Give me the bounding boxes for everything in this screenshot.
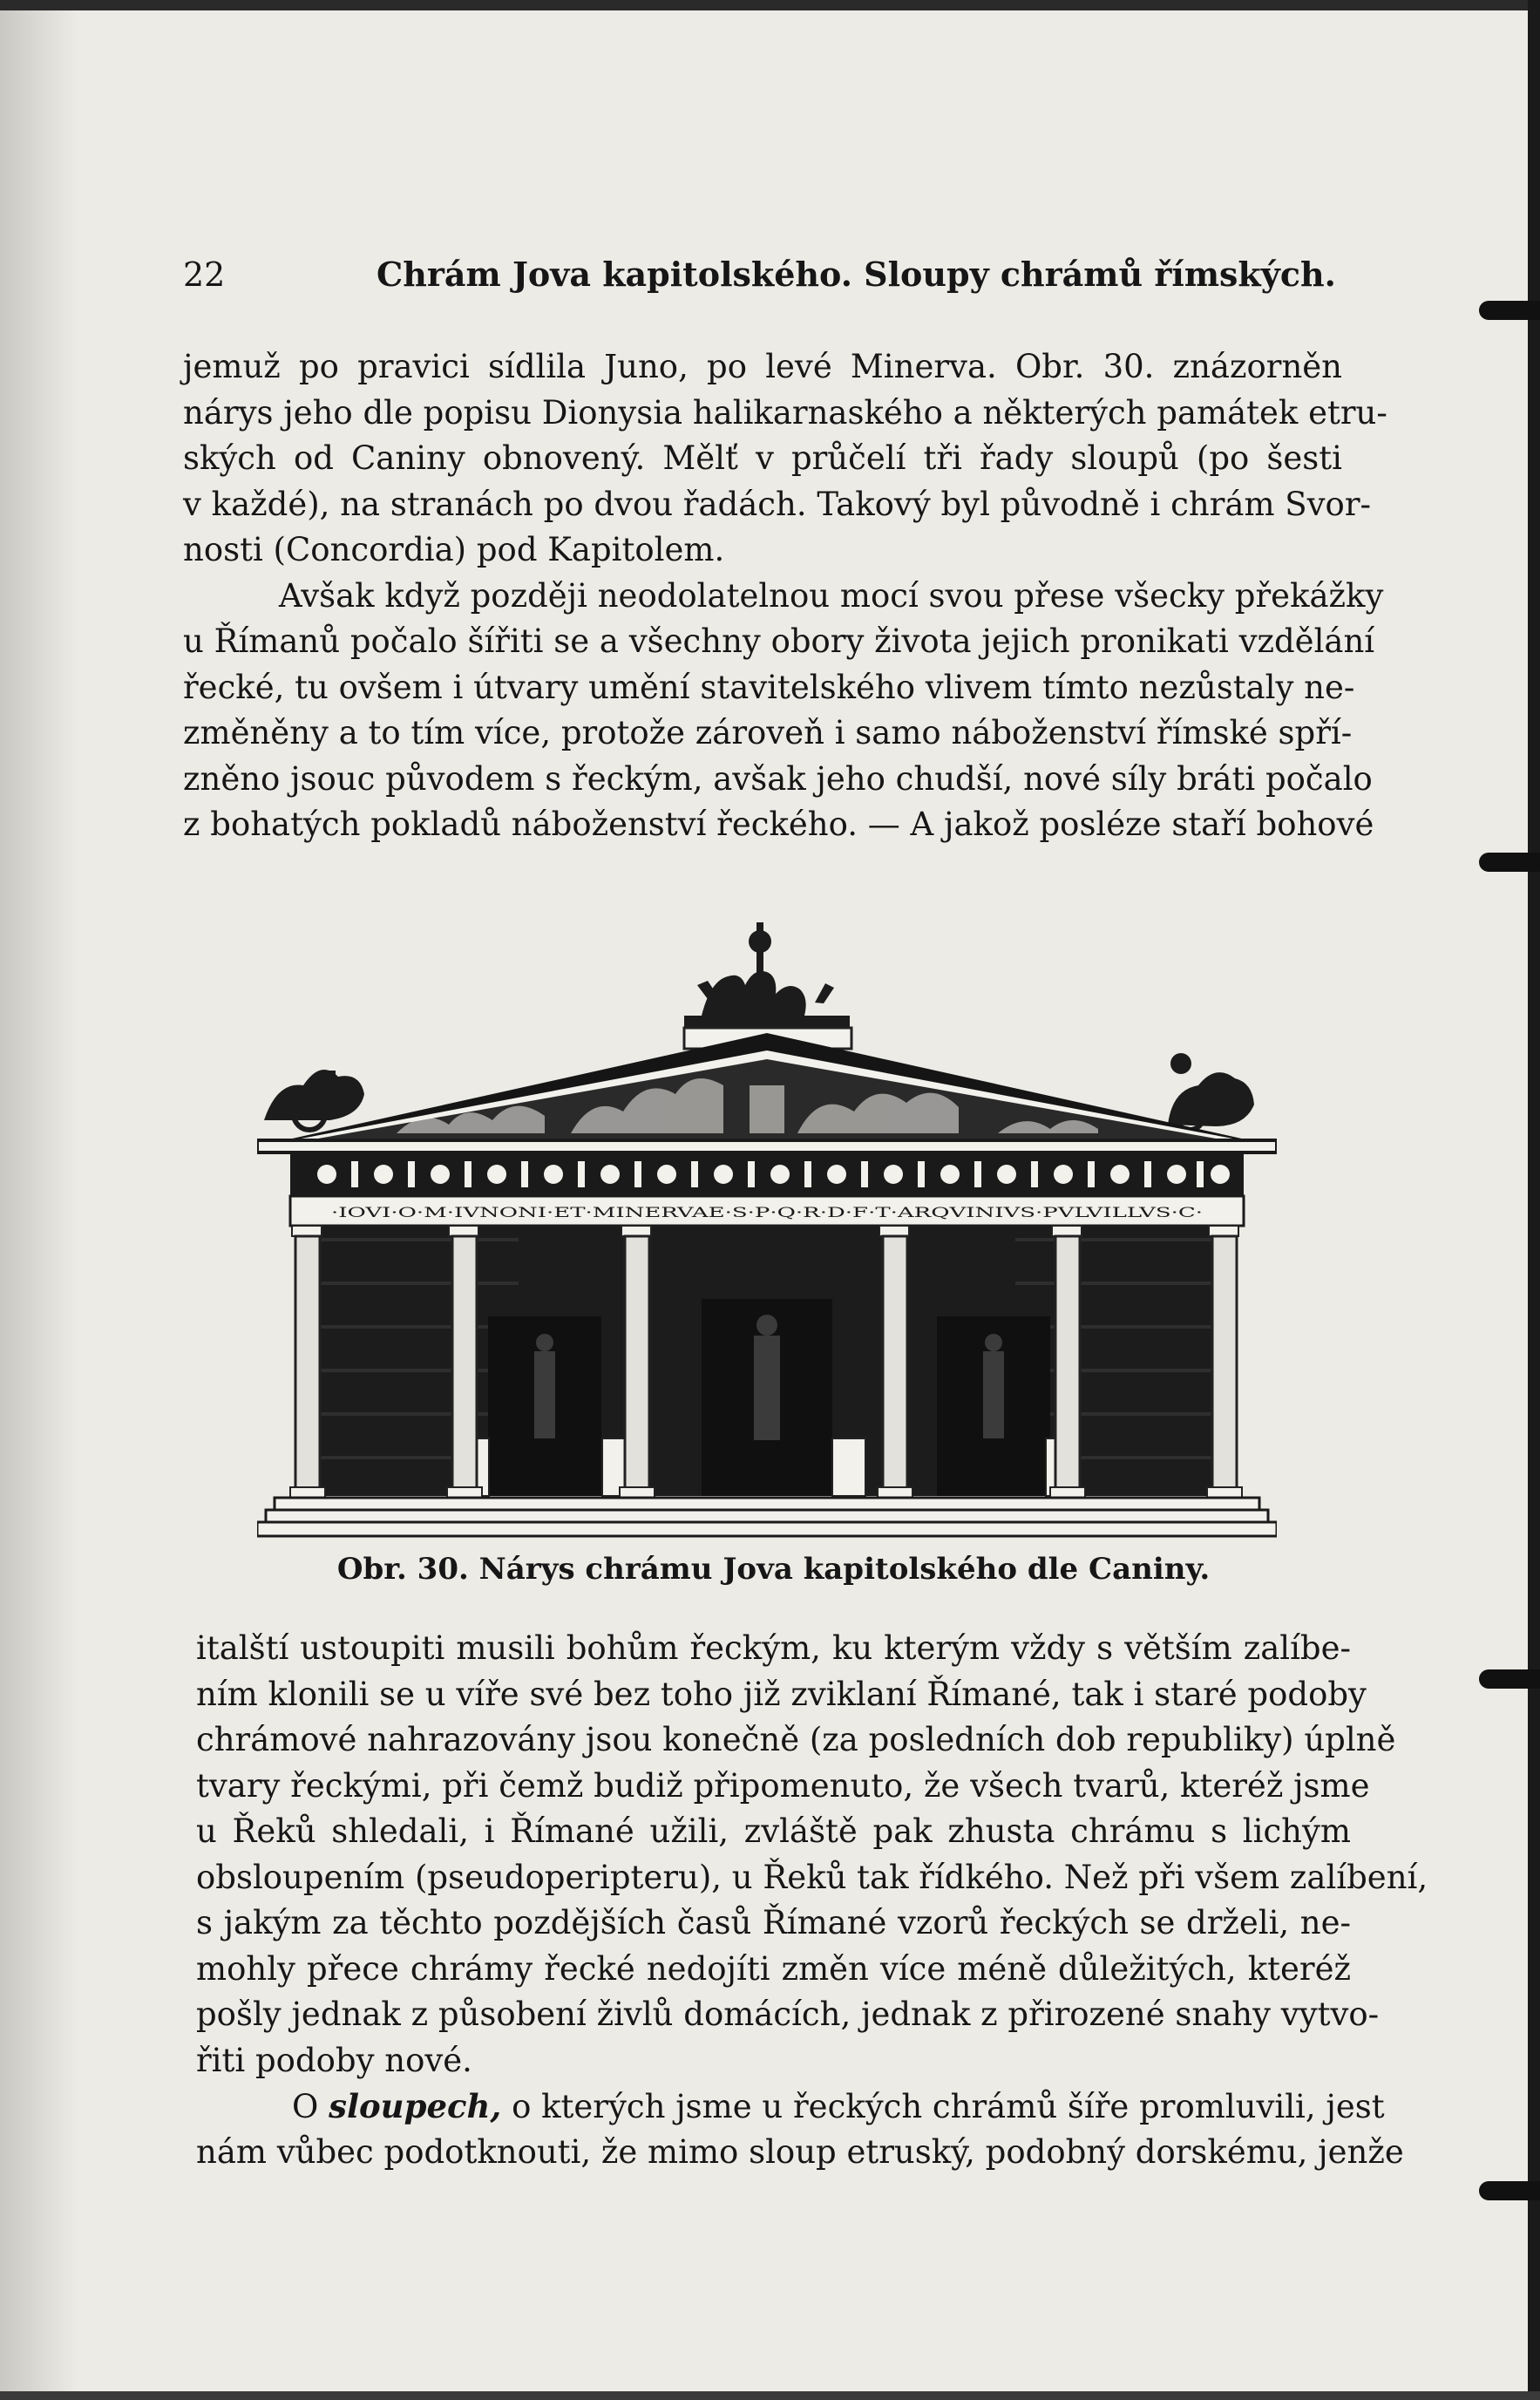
text-line bbox=[196, 2084, 1385, 2130]
text-line: ním klonili se u víře své bez toho již zviklaní Římané, tak i staré podoby bbox=[196, 1675, 1367, 1713]
scan-border-top bbox=[0, 0, 1540, 10]
page-edge-tab bbox=[1479, 301, 1540, 320]
text-line: pošly jednak z působení živlů domácích, jednak z přirozené snahy vytvo- bbox=[196, 1995, 1380, 2033]
text-line: obsloupením (pseudoperipteru), u Řeků tak řídkého. Než při všem zalíbení, bbox=[196, 1858, 1428, 1896]
stylobate-steps bbox=[257, 1498, 1277, 1536]
text-line: nosti (Concordia) pod Kapitolem. bbox=[183, 531, 725, 568]
text-line: řecké, tu ovšem i útvary umění stavitelského vlivem tímto nezůstaly ne- bbox=[183, 668, 1355, 706]
running-head bbox=[183, 253, 1342, 296]
page-number: 22 bbox=[183, 255, 226, 294]
text-line: nárys jeho dle popisu Dionysia halikarnaského a některých památek etru- bbox=[183, 393, 1387, 432]
page-edge-tab bbox=[1479, 1669, 1540, 1689]
text-line: z bohatých pokladů náboženství řeckého. — A jakož posléze staří bohové bbox=[183, 806, 1374, 843]
figure-caption: Obr. 30. Nárys chrámu Jova kapitolského dle Caniny. bbox=[336, 1552, 1211, 1587]
column bbox=[1207, 1226, 1242, 1498]
text-line: řiti podoby nové. bbox=[196, 2041, 472, 2079]
text-line: Avšak když později neodolatelnou mocí svou přese všecky překážky bbox=[279, 576, 1384, 615]
cornice-band bbox=[257, 1140, 1277, 1152]
text-line: jemuž po pravici sídlila Juno, po levé Minerva. Obr. 30. znázorněn bbox=[183, 348, 1342, 385]
emphasized-term: sloupech, bbox=[329, 2087, 502, 2125]
text-line: u Řeků shledali, i Římané užili, zvláště pak zhusta chrámu s lichým bbox=[196, 1812, 1351, 1850]
text-line: chrámové nahrazovány jsou konečně (za posledních dob republiky) úplně bbox=[196, 1721, 1396, 1758]
quadriga-sculpture bbox=[684, 922, 850, 1028]
text-line: u Římanů počalo šířiti se a všechny obory života jejich pronikati vzdělání bbox=[183, 622, 1375, 660]
text-line: tvary řeckými, při čemž budiž připomenuto, že všech tvarů, kteréž jsme bbox=[196, 1766, 1370, 1805]
text-fragment: o kterých jsme u řeckých chrámů šíře promluvili, jest bbox=[501, 2088, 1385, 2125]
text-line: mohly přece chrámy řecké nedojíti změn více méně důležitých, kteréž bbox=[196, 1949, 1351, 1988]
text-fragment: O bbox=[292, 2088, 329, 2125]
header-title: Chrám Jova kapitolského. Sloupy chrámů římských. bbox=[377, 255, 1336, 294]
scan-border-bottom bbox=[0, 2391, 1540, 2400]
text-line: nám vůbec podotknouti, že mimo sloup etruský, podobný dorskému, jenže bbox=[196, 2132, 1404, 2171]
text-line: zněno jsouc původem s řeckým, avšak jeho chudší, nové síly bráti počalo bbox=[183, 759, 1373, 798]
page-edge-tab bbox=[1479, 2181, 1540, 2200]
body-text-bottom bbox=[196, 1626, 1428, 2175]
text-line: ských od Caniny obnovený. Mělť v průčelí tři řady sloupů (po šesti bbox=[183, 439, 1342, 477]
text-line: italští ustoupiti musili bohům řeckým, ku kterým vždy s větším zalíbe- bbox=[196, 1629, 1351, 1667]
temple-illustration bbox=[257, 915, 1277, 1543]
text-line: změněny a to tím více, protože zároveň i samo náboženství římské spří- bbox=[183, 714, 1353, 751]
left-chariot-sculpture bbox=[264, 1070, 364, 1130]
column bbox=[620, 1226, 655, 1498]
text-line: s jakým za těchto pozdějších časů Římané vzorů řeckých se drželi, ne- bbox=[196, 1904, 1351, 1941]
column bbox=[290, 1226, 325, 1498]
architrave-inscription: ·IOVI·O·M·IVNONI·ET·MINERVAE·S·P·Q·R·D·F·T·ARQVINIVS·PVLVILLVS·C· bbox=[331, 1204, 1203, 1220]
temple-elevation-figure bbox=[257, 915, 1277, 1543]
scan-border-right bbox=[1528, 0, 1540, 2400]
column bbox=[1050, 1226, 1085, 1498]
scan-shadow bbox=[0, 0, 78, 2400]
column bbox=[447, 1226, 482, 1498]
page-edge-tab bbox=[1479, 853, 1540, 872]
body-text-top bbox=[183, 344, 1387, 848]
column bbox=[878, 1226, 912, 1498]
right-chariot-sculpture bbox=[1168, 1053, 1254, 1130]
text-line: v každé), na stranách po dvou řadách. Takový byl původně i chrám Svor- bbox=[183, 485, 1372, 523]
